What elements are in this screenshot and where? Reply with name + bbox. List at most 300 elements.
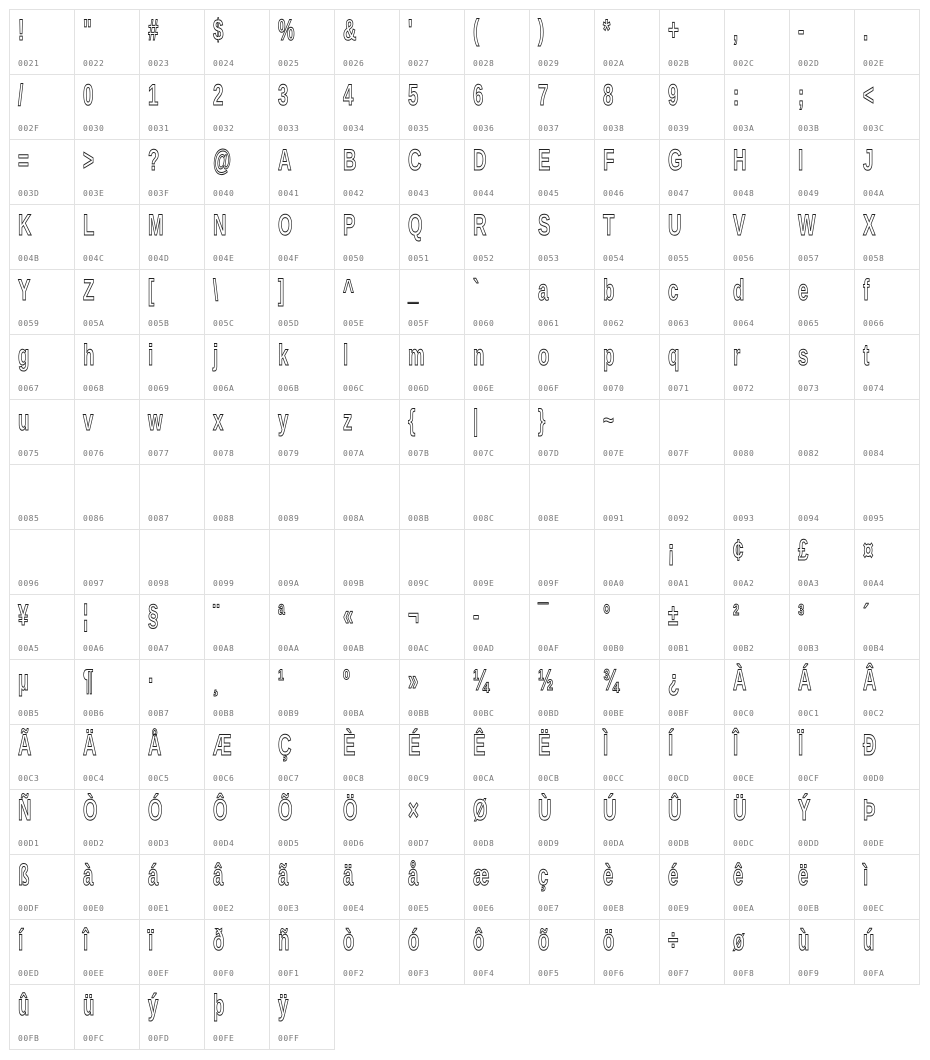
glyph-cell[interactable] [139,139,205,205]
glyph-code-label: 00DB [668,839,690,848]
glyph-cell[interactable] [399,399,465,465]
glyph-cell[interactable] [594,9,660,75]
glyph-cell[interactable] [74,789,140,855]
glyph-code-label: 002A [603,59,625,68]
glyph-cell[interactable] [724,594,790,660]
glyph-cell[interactable] [269,464,335,530]
glyph-cell[interactable] [464,139,530,205]
glyph-cell[interactable] [659,919,725,985]
glyph-cell[interactable] [464,399,530,465]
glyph-cell[interactable] [204,919,270,985]
glyph-cell[interactable] [724,724,790,790]
glyph-preview: ¢ [733,534,744,567]
glyph-cell[interactable] [204,139,270,205]
glyph-cell[interactable] [334,204,400,270]
glyph-cell[interactable] [139,529,205,595]
glyph-cell[interactable] [464,334,530,400]
glyph-cell[interactable] [789,594,855,660]
glyph-cell[interactable] [594,854,660,920]
glyph-cell[interactable] [529,334,595,400]
glyph-code-label: 0095 [863,514,885,523]
glyph-cell[interactable] [269,594,335,660]
glyph-code-label: 00EE [83,969,105,978]
glyph-code-label: 00F3 [408,969,430,978]
glyph-cell[interactable] [269,204,335,270]
glyph-code-label: 0036 [473,124,495,133]
glyph-cell[interactable] [659,204,725,270]
glyph-preview: ? [148,144,160,177]
glyph-cell[interactable] [594,204,660,270]
glyph-code-label: 006B [278,384,300,393]
glyph-cell[interactable] [789,334,855,400]
glyph-cell[interactable] [659,594,725,660]
glyph-cell[interactable] [399,9,465,75]
glyph-cell[interactable] [529,74,595,140]
glyph-cell[interactable] [789,919,855,985]
glyph-cell[interactable] [74,919,140,985]
glyph-preview: T [603,209,615,242]
glyph-cell[interactable] [789,854,855,920]
glyph-cell[interactable] [334,139,400,205]
glyph-cell[interactable] [399,789,465,855]
glyph-cell[interactable] [594,789,660,855]
glyph-cell[interactable] [334,9,400,75]
glyph-code-label: 00CE [733,774,755,783]
glyph-preview: + [668,14,679,47]
glyph-cell[interactable] [594,724,660,790]
glyph-preview: 1 [148,79,159,112]
glyph-cell[interactable] [659,139,725,205]
glyph-cell[interactable] [464,464,530,530]
glyph-cell[interactable] [724,919,790,985]
glyph-cell[interactable] [724,204,790,270]
glyph-cell[interactable] [594,464,660,530]
glyph-code-label: 00A7 [148,644,170,653]
glyph-cell[interactable] [789,464,855,530]
glyph-cell[interactable] [9,74,75,140]
glyph-cell[interactable] [9,269,75,335]
glyph-cell[interactable] [269,529,335,595]
glyph-cell[interactable] [74,139,140,205]
glyph-cell[interactable] [854,854,920,920]
glyph-code-label: 0085 [18,514,40,523]
glyph-code-label: 0039 [668,124,690,133]
glyph-cell[interactable] [74,854,140,920]
glyph-code-label: 00EC [863,904,885,913]
glyph-cell[interactable] [139,854,205,920]
glyph-cell[interactable] [269,724,335,790]
glyph-code-label: 008C [473,514,495,523]
glyph-cell[interactable] [594,139,660,205]
glyph-cell[interactable] [529,789,595,855]
glyph-cell[interactable] [659,334,725,400]
glyph-cell[interactable] [789,529,855,595]
glyph-cell[interactable] [204,854,270,920]
glyph-preview: s [798,339,809,372]
glyph-code-label: 00EA [733,904,755,913]
glyph-cell[interactable] [204,724,270,790]
glyph-preview: ¯ [538,599,549,632]
glyph-code-label: 0054 [603,254,625,263]
glyph-cell[interactable] [594,334,660,400]
glyph-cell[interactable] [724,529,790,595]
glyph-cell[interactable] [9,204,75,270]
glyph-cell[interactable] [594,269,660,335]
glyph-cell[interactable] [529,269,595,335]
glyph-cell[interactable] [269,269,335,335]
glyph-code-label: 0099 [213,579,235,588]
glyph-cell[interactable] [204,984,270,1050]
glyph-cell[interactable] [334,789,400,855]
glyph-cell[interactable] [139,399,205,465]
glyph-cell[interactable] [789,789,855,855]
glyph-cell[interactable] [334,334,400,400]
glyph-preview: S [538,209,551,242]
glyph-cell[interactable] [74,399,140,465]
glyph-cell[interactable] [724,334,790,400]
glyph-cell[interactable] [789,139,855,205]
glyph-code-label: 00FE [213,1034,235,1043]
glyph-cell[interactable] [464,9,530,75]
glyph-preview: \ [213,274,219,307]
glyph-cell[interactable] [594,659,660,725]
glyph-preview: ² [733,599,740,632]
glyph-preview: h [83,339,95,372]
glyph-cell[interactable] [724,399,790,465]
glyph-cell[interactable] [204,529,270,595]
glyph-cell[interactable] [594,399,660,465]
glyph-cell[interactable] [9,334,75,400]
glyph-cell[interactable] [854,464,920,530]
glyph-code-label: 006D [408,384,430,393]
glyph-cell[interactable] [529,529,595,595]
glyph-preview: Â [863,664,877,697]
glyph-cell[interactable] [74,529,140,595]
glyph-cell[interactable] [399,204,465,270]
glyph-cell[interactable] [399,74,465,140]
glyph-cell[interactable] [204,74,270,140]
glyph-cell[interactable] [464,724,530,790]
glyph-code-label: 0068 [83,384,105,393]
glyph-preview: " [83,14,92,47]
glyph-cell[interactable] [139,919,205,985]
glyph-preview: ß [18,859,30,892]
glyph-cell[interactable] [334,594,400,660]
glyph-code-label: 00E2 [213,904,235,913]
glyph-cell[interactable] [139,984,205,1050]
glyph-cell[interactable] [334,919,400,985]
glyph-code-label: 0050 [343,254,365,263]
glyph-cell[interactable] [724,464,790,530]
glyph-code-label: 0067 [18,384,40,393]
glyph-cell[interactable] [789,9,855,75]
glyph-cell[interactable] [204,789,270,855]
glyph-code-label: 00E7 [538,904,560,913]
glyph-cell[interactable] [9,9,75,75]
glyph-cell[interactable] [659,74,725,140]
glyph-cell[interactable] [529,139,595,205]
glyph-code-label: 00D0 [863,774,885,783]
glyph-cell[interactable] [464,594,530,660]
glyph-cell[interactable] [139,594,205,660]
glyph-cell[interactable] [334,724,400,790]
glyph-cell[interactable] [139,269,205,335]
glyph-cell[interactable] [399,594,465,660]
glyph-cell[interactable] [269,399,335,465]
glyph-cell[interactable] [269,854,335,920]
glyph-code-label: 00BA [343,709,365,718]
glyph-cell[interactable] [529,399,595,465]
glyph-cell[interactable] [269,334,335,400]
glyph-cell[interactable] [139,74,205,140]
glyph-code-label: 00EF [148,969,170,978]
glyph-cell[interactable] [399,854,465,920]
glyph-cell[interactable] [529,919,595,985]
glyph-cell[interactable] [204,659,270,725]
glyph-cell[interactable] [9,854,75,920]
glyph-cell[interactable] [529,854,595,920]
glyph-preview: Ý [798,794,811,827]
glyph-cell[interactable] [269,139,335,205]
glyph-preview: ë [798,859,809,892]
glyph-cell[interactable] [529,659,595,725]
glyph-cell[interactable] [854,334,920,400]
glyph-cell[interactable] [854,139,920,205]
glyph-cell[interactable] [204,594,270,660]
glyph-cell[interactable] [789,659,855,725]
glyph-cell[interactable] [659,854,725,920]
glyph-preview: ] [278,274,285,307]
glyph-code-label: 00D3 [148,839,170,848]
glyph-cell[interactable] [854,789,920,855]
glyph-cell[interactable] [854,659,920,725]
glyph-cell[interactable] [659,399,725,465]
glyph-preview: . [863,14,869,47]
glyph-cell[interactable] [854,399,920,465]
glyph-cell[interactable] [399,269,465,335]
glyph-code-label: 003E [83,189,105,198]
glyph-cell[interactable] [594,594,660,660]
glyph-cell[interactable] [139,204,205,270]
glyph-cell[interactable] [74,204,140,270]
glyph-code-label: 00E1 [148,904,170,913]
glyph-cell[interactable] [399,529,465,595]
glyph-preview: 0 [83,79,94,112]
glyph-cell[interactable] [204,334,270,400]
glyph-cell[interactable] [139,9,205,75]
glyph-cell[interactable] [269,919,335,985]
glyph-cell[interactable] [529,464,595,530]
glyph-cell[interactable] [854,724,920,790]
glyph-code-label: 0047 [668,189,690,198]
glyph-code-label: 004B [18,254,40,263]
glyph-cell[interactable] [789,724,855,790]
glyph-cell[interactable] [204,399,270,465]
glyph-cell[interactable] [399,334,465,400]
glyph-cell[interactable] [204,204,270,270]
glyph-cell[interactable] [724,139,790,205]
glyph-cell[interactable] [139,789,205,855]
glyph-cell[interactable] [659,789,725,855]
glyph-cell[interactable] [9,659,75,725]
glyph-cell[interactable] [854,529,920,595]
glyph-cell[interactable] [594,74,660,140]
glyph-cell[interactable] [659,9,725,75]
glyph-code-label: 00E0 [83,904,105,913]
glyph-cell[interactable] [139,334,205,400]
glyph-cell[interactable] [659,659,725,725]
glyph-cell[interactable] [724,789,790,855]
glyph-cell[interactable] [74,594,140,660]
glyph-cell[interactable] [464,789,530,855]
glyph-cell[interactable] [464,269,530,335]
glyph-cell[interactable] [269,659,335,725]
glyph-cell[interactable] [74,724,140,790]
glyph-cell[interactable] [464,854,530,920]
glyph-cell[interactable] [724,659,790,725]
glyph-cell[interactable] [9,724,75,790]
glyph-cell[interactable] [9,984,75,1050]
glyph-cell[interactable] [9,919,75,985]
glyph-preview: ¬ [408,599,419,632]
glyph-cell[interactable] [334,464,400,530]
glyph-cell[interactable] [464,659,530,725]
glyph-code-label: 0093 [733,514,755,523]
glyph-preview: Þ [863,794,876,827]
glyph-cell[interactable] [74,9,140,75]
glyph-code-label: 00C9 [408,774,430,783]
glyph-cell[interactable] [204,464,270,530]
glyph-cell[interactable] [269,74,335,140]
glyph-cell[interactable] [854,9,920,75]
glyph-cell[interactable] [334,74,400,140]
glyph-cell[interactable] [139,724,205,790]
glyph-cell[interactable] [854,204,920,270]
glyph-cell[interactable] [139,464,205,530]
glyph-cell[interactable] [74,984,140,1050]
glyph-cell[interactable] [269,984,335,1050]
glyph-preview: ^ [343,274,354,307]
glyph-cell[interactable] [529,594,595,660]
glyph-cell[interactable] [789,269,855,335]
glyph-cell[interactable] [594,919,660,985]
glyph-cell[interactable] [529,9,595,75]
glyph-cell[interactable] [9,139,75,205]
glyph-cell[interactable] [9,464,75,530]
glyph-cell[interactable] [74,269,140,335]
glyph-cell[interactable] [269,789,335,855]
glyph-cell[interactable] [334,269,400,335]
glyph-cell[interactable] [9,399,75,465]
glyph-cell[interactable] [204,9,270,75]
glyph-cell[interactable] [854,269,920,335]
glyph-cell[interactable] [724,74,790,140]
glyph-preview: Ì [603,729,609,762]
glyph-cell[interactable] [529,204,595,270]
glyph-code-label: 0089 [278,514,300,523]
glyph-code-label: 006C [343,384,365,393]
glyph-cell[interactable] [464,529,530,595]
glyph-code-label: 0053 [538,254,560,263]
glyph-cell[interactable] [74,659,140,725]
glyph-cell[interactable] [464,74,530,140]
glyph-code-label: 007D [538,449,560,458]
glyph-code-label: 00B9 [278,709,300,718]
glyph-cell[interactable] [9,789,75,855]
glyph-preview: Ø [473,794,488,827]
glyph-cell[interactable] [659,269,725,335]
glyph-cell[interactable] [9,529,75,595]
glyph-code-label: 00F6 [603,969,625,978]
glyph-cell[interactable] [659,464,725,530]
glyph-cell[interactable] [334,854,400,920]
glyph-preview: R [473,209,487,242]
glyph-cell[interactable] [724,9,790,75]
glyph-cell[interactable] [139,659,205,725]
glyph-preview: B [343,144,357,177]
glyph-cell[interactable] [724,269,790,335]
glyph-preview: N [213,209,227,242]
glyph-preview: H [733,144,747,177]
glyph-preview: Å [148,729,162,762]
glyph-cell[interactable] [854,919,920,985]
glyph-preview: Í [668,729,674,762]
glyph-preview: 9 [668,79,679,112]
glyph-cell[interactable] [9,594,75,660]
glyph-cell[interactable] [334,659,400,725]
glyph-cell[interactable] [659,529,725,595]
glyph-cell[interactable] [529,724,595,790]
glyph-code-label: 003F [148,189,170,198]
glyph-cell[interactable] [204,269,270,335]
glyph-cell[interactable] [399,919,465,985]
glyph-cell[interactable] [334,399,400,465]
glyph-cell[interactable] [854,594,920,660]
glyph-cell[interactable] [334,529,400,595]
glyph-cell[interactable] [854,74,920,140]
glyph-cell[interactable] [74,464,140,530]
glyph-cell[interactable] [399,659,465,725]
glyph-preview: ½ [538,664,554,697]
glyph-cell[interactable] [724,854,790,920]
glyph-cell[interactable] [464,919,530,985]
glyph-cell[interactable] [594,529,660,595]
glyph-preview: u [18,404,30,437]
glyph-preview: ) [538,14,545,47]
glyph-cell[interactable] [74,74,140,140]
glyph-preview: [ [148,274,155,307]
glyph-cell[interactable] [269,9,335,75]
glyph-preview: f [863,274,870,307]
glyph-code-label: 00BE [603,709,625,718]
glyph-preview: ò [343,924,355,957]
glyph-cell[interactable] [399,724,465,790]
glyph-cell[interactable] [74,334,140,400]
glyph-code-label: 006F [538,384,560,393]
glyph-preview: b [603,274,615,307]
glyph-cell[interactable] [789,399,855,465]
glyph-cell[interactable] [789,74,855,140]
glyph-cell[interactable] [659,724,725,790]
glyph-cell[interactable] [399,464,465,530]
glyph-code-label: 00FF [278,1034,300,1043]
glyph-preview: ô [473,924,485,957]
glyph-cell[interactable] [399,139,465,205]
glyph-code-label: 0029 [538,59,560,68]
glyph-cell[interactable] [789,204,855,270]
glyph-cell[interactable] [464,204,530,270]
glyph-preview: ! [18,14,25,47]
